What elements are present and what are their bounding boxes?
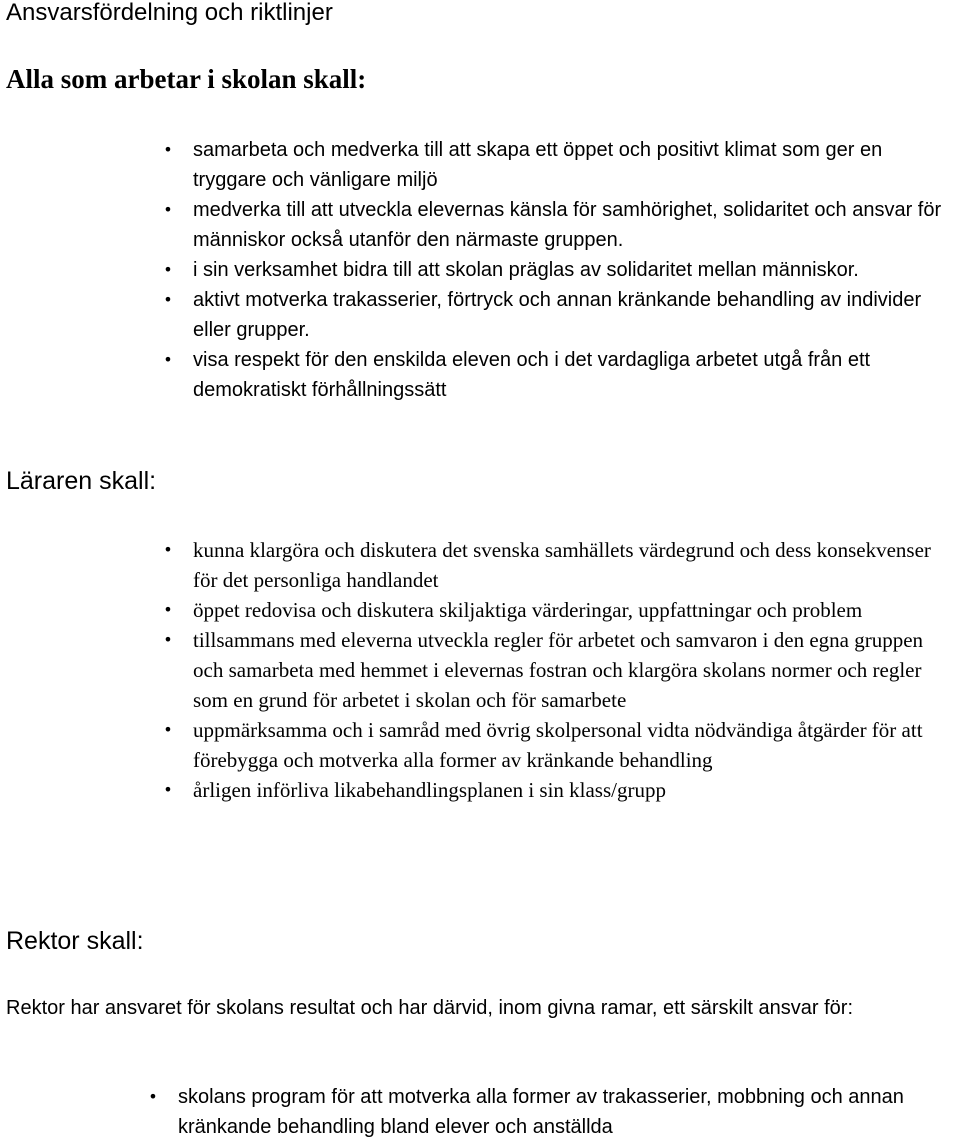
list-item-text: öppet redovisa och diskutera skiljaktiga värderingar, uppfattningar och problem <box>193 598 863 622</box>
section-heading-teacher: Läraren skall: <box>6 467 157 495</box>
list-item-text: aktivt motverka trakasserier, förtryck och annan kränkande behandling av individer eller grupper. <box>193 289 922 341</box>
list-item <box>163 595 958 625</box>
list-item-text: tillsammans med eleverna utveckla regler för arbetet och samvaron i den egna gruppen och samarbeta med hemmet i elevernas fostran och klargöra skolans normer och regler som en grund för arbetet i skolan och för samarbete <box>193 628 924 712</box>
principal-list <box>148 1082 956 1142</box>
list-item <box>163 535 958 595</box>
bullet-icon: • <box>148 1087 158 1106</box>
list-item <box>163 195 958 255</box>
principal-intro: Rektor har ansvaret för skolans resultat och har därvid, inom givna ramar, ett särskilt ansvar för: <box>6 997 854 1019</box>
list-item <box>148 1082 956 1142</box>
list-item-text: årligen införliva likabehandlingsplanen i sin klass/grupp <box>193 778 666 802</box>
teacher-list <box>163 535 958 805</box>
list-item <box>163 285 958 345</box>
list-item-text: skolans program för att motverka alla former av trakasserier, mobbning och annan kränkande behandling bland elever och anställda <box>178 1086 904 1138</box>
document-title: Ansvarsfördelning och riktlinjer <box>6 0 333 26</box>
bullet-icon: • <box>163 140 173 159</box>
list-item-text: samarbeta och medverka till att skapa ett öppet och positivt klimat som ger en tryggare och vänligare miljö <box>193 139 883 191</box>
section-heading-all-staff: Alla som arbetar i skolan skall: <box>6 64 367 94</box>
list-item-text: visa respekt för den enskilda eleven och i det vardagliga arbetet utgå från ett demokratiskt förhållningssätt <box>193 349 871 401</box>
all-staff-list <box>163 135 958 405</box>
bullet-icon: • <box>163 600 173 619</box>
bullet-icon: • <box>163 350 173 369</box>
list-item-text: kunna klargöra och diskutera det svenska samhällets värdegrund och dess konsekvenser för det personliga handlandet <box>193 538 931 592</box>
list-item <box>163 715 958 775</box>
list-item <box>163 625 958 715</box>
bullet-icon: • <box>163 630 173 649</box>
list-item <box>163 255 958 285</box>
bullet-icon: • <box>163 780 173 799</box>
bullet-icon: • <box>163 720 173 739</box>
list-item-text: i sin verksamhet bidra till att skolan präglas av solidaritet mellan människor. <box>193 259 859 281</box>
list-item <box>163 345 958 405</box>
bullet-icon: • <box>163 290 173 309</box>
section-heading-principal: Rektor skall: <box>6 927 144 955</box>
list-item <box>163 775 958 805</box>
list-item-text: medverka till att utveckla elevernas känsla för samhörighet, solidaritet och ansvar för människor också utanför den närmaste gruppen. <box>193 199 942 251</box>
bullet-icon: • <box>163 200 173 219</box>
bullet-icon: • <box>163 260 173 279</box>
list-item-text: uppmärksamma och i samråd med övrig skolpersonal vidta nödvändiga åtgärder för att förebygga och motverka alla former av kränkande behandling <box>193 718 923 772</box>
list-item <box>163 135 958 195</box>
bullet-icon: • <box>163 540 173 559</box>
